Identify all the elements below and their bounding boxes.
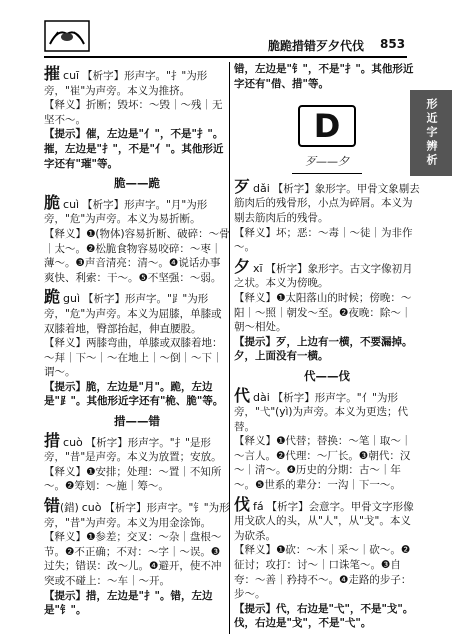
book-logo-icon — [44, 20, 90, 52]
section-letter — [234, 105, 420, 147]
meaning: 【释义】❶太阳落山的时候；傍晚：～阳｜～照｜朝发～至。❷夜晚：除～｜朝～相处。 — [234, 291, 412, 334]
meaning: 【释义】❶参差；交叉：～杂｜盘根～节。❷不正确；不对：～字｜～误。❸过失；错误：改～儿。❹避开，使不冲突或不碰上：～车｜～开。 — [44, 531, 222, 587]
meaning: 【释义】❶砍：～木｜采～｜砍～。❷征讨；攻打：讨～｜口诛笔～。❸自夸：～善｜矜持不～。❹走路的步子：步～。 — [234, 544, 412, 601]
entry-gui — [44, 287, 230, 409]
tip: 【提示】脆，左边是"月"。跪，左边是"⻊"。其他形近字还有"桅、脆"等。 — [44, 380, 224, 408]
headword: 脆 — [44, 192, 61, 212]
variant: (錯) — [60, 502, 79, 515]
headword: 措 — [44, 430, 61, 450]
meaning: 【释义】❶安排；处理：～置｜不知所～。❷筹划：～施｜筹～。 — [44, 465, 222, 493]
tip: 【提示】代，右边是"弋"，不是"戈"。伐，右边是"戈"，不是"弋"。 — [234, 602, 414, 630]
headword: 歹 — [234, 176, 251, 196]
pinyin: guì — [63, 292, 81, 306]
header-title: 脆跪措错歹夕代伐 — [268, 39, 365, 53]
headword: 伐 — [234, 494, 251, 514]
entry-cui-brittle — [44, 192, 230, 286]
headword: 夕 — [234, 256, 251, 276]
entry-cuo-wrong — [44, 496, 230, 618]
tip: 【提示】歹，上边有一横，不要漏掉。夕，上面没有一横。 — [234, 335, 413, 363]
section-heading: 措——错 — [114, 414, 160, 429]
left-column — [44, 62, 230, 618]
pinyin: dǎi — [253, 181, 270, 195]
analysis: 【析字】象形字。古文字像初月之状。本义为傍晚。 — [234, 262, 413, 290]
tip: 【提示】催，左边是"亻"，不是"扌"。摧，左边是"扌"，不是"亻"。其他形近字还有"璀"等。 — [44, 128, 224, 170]
meaning: 【释义】折断；毁坏：～毁｜～残｜无坚不～。 — [44, 99, 223, 126]
pinyin: cuì — [63, 197, 80, 211]
side-tab: 形近字辨析 — [410, 90, 452, 176]
analysis: 【析字】象形字。甲骨文象剔去筋肉后的残骨形，小点为碎屑。本义为剔去筋肉后的残骨。 — [234, 182, 420, 224]
analysis: 【析字】形声字。"月"为形旁，"危"为声旁。本义为易折断。 — [44, 198, 208, 226]
meaning: 【释义】两膝弯曲，单膝或双膝着地：～拜｜下～｜～在地上｜～倒｜～下｜谓～。 — [44, 337, 223, 379]
letter-box: D — [298, 105, 356, 147]
analysis: 【析字】形声字。"扌"为形旁，"崔"为声旁。本义为推挤。 — [44, 70, 208, 97]
headword: 错 — [44, 496, 61, 516]
analysis: 【析字】会意字。甲骨文字形像用戈砍人的头，从"人"，从"戈"。本义为砍杀。 — [234, 500, 414, 542]
pinyin: cuò — [81, 501, 102, 515]
right-column — [234, 62, 420, 631]
tip: 【提示】措，左边是"扌"。错，左边是"钅"。 — [44, 589, 213, 617]
pinyin: fá — [253, 499, 264, 513]
pinyin: xī — [253, 261, 263, 275]
pair-heading: 歹——夕 — [234, 155, 420, 174]
continued-tip: 错，左边是"钅"，不是"扌"。其他形近字还有"借、措"等。 — [234, 63, 414, 90]
analysis: 【析字】形声字。"钅"为形旁，"昔"为声旁。本义为用金涂饰。 — [44, 502, 230, 529]
page-header — [0, 0, 455, 56]
section-heading: 代——伐 — [304, 368, 350, 383]
analysis: 【析字】形声字。"⻊"为形旁，"危"为声旁。本义为屈膝，单膝或双膝着地，臀部抬起，伸直腰股。 — [44, 293, 222, 335]
pinyin: cuò — [63, 435, 83, 449]
headword: 跪 — [44, 287, 61, 307]
section-heading: 脆——跪 — [114, 176, 160, 191]
meaning: 【释义】坏；恶：～毒｜～徒｜为非作～。 — [234, 226, 413, 254]
analysis: 【析字】形声字。"扌"是形旁，"昔"是声旁。本义为放置；安放。 — [44, 436, 222, 464]
headword: 代 — [234, 385, 251, 405]
headword: 摧 — [44, 64, 61, 83]
pinyin: cuī — [63, 69, 80, 82]
entry-dai — [234, 176, 420, 255]
pinyin: dài — [253, 390, 270, 404]
page-number: 853 — [380, 37, 406, 51]
meaning: 【释义】❶代替；替换：～笔｜取～｜～言人。❷代理：～厂长。❸朝代：汉～｜清～。❹历史的分期：古～｜年～。❺世系的辈分：一沟｜下一～。 — [234, 435, 412, 492]
analysis: 【析字】形声字。"亻"为形旁，"弋"(yì)为声旁。本义为更迭；代替。 — [234, 391, 408, 433]
header-rule — [44, 56, 407, 58]
entry-cuo-arrange — [44, 430, 230, 494]
meaning: 【释义】❶(物体)容易折断、破碎：～骨｜太～。❷松脆食物容易咬碎：～枣｜薄～。❸声音清亮：清～。❹说话办事爽快、利索：干～。❺不坚强：～弱。 — [44, 227, 230, 284]
entry-fa — [234, 494, 420, 631]
entry-cui-push — [44, 64, 230, 171]
entry-dai-replace — [234, 385, 420, 493]
entry-xi — [234, 256, 420, 364]
